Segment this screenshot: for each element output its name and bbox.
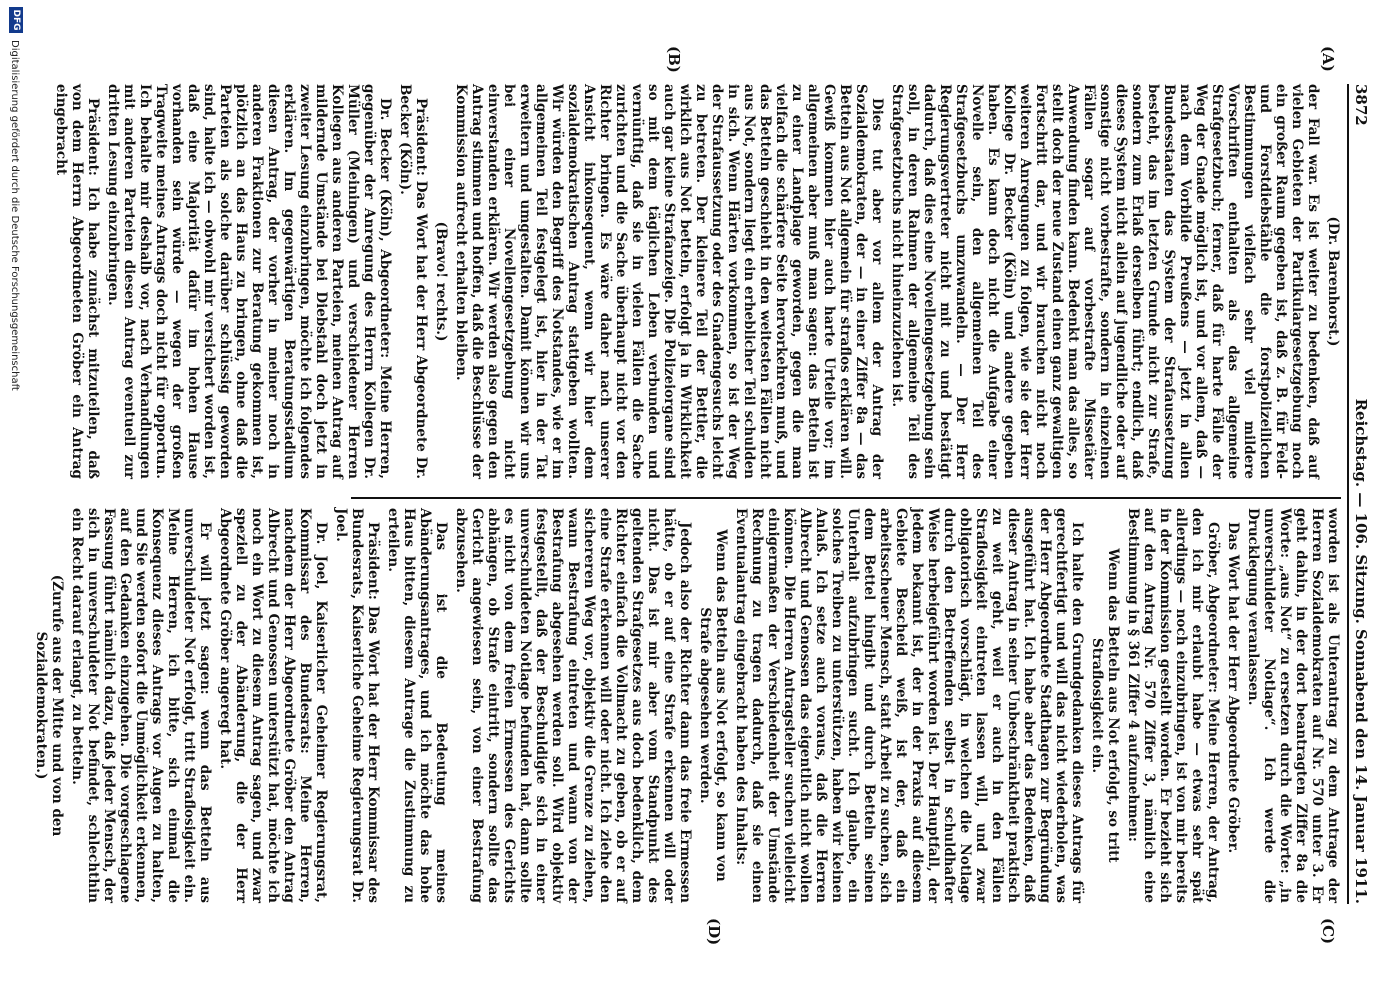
paragraph: Gröber, Abgeordneter: Meine Herren, der Antrag, den ich mir erlaubt habe — etwas sehr spät allerdings — noch einzubringen, ist von mir bereits in der Kommission gestellt worden. Er bezieht sich auf den Antrag Nr. 570 Ziffer 3, nämlich eine Bestimmung in § 361 Ziffer 4 aufzunehmen: (1125, 508, 1221, 903)
paragraph: Ich halte den Grundgedanken dieses Antrags für gerechtfertigt und will das nicht wiederholen, was der Herr Abgeordnete Stadthagen zur Begründung ausgeführt hat. Ich habe aber das Bedenken, daß dieser Antrag in seiner Unbeschränktheit praktisch zu weit geht, weil er auch in den Fällen Straflosigkeit eintreten lassen will, und zwar obligatorisch vorschlägt, in welchen die Notlage durch den Betreffenden selbst in schuldhafter Weise herbeigeführt worden ist. Der Hauptfall, der jedem bekannt ist, der in der Praxis auf diesem Gebiete Bescheid weiß, ist der, daß ein arbeitsscheuer Mensch, statt Arbeit zu suchen, sich dem Bettel hingibt und durch Betteln seinen Unterhalt aufzubringen sucht. Ich glaube, ein solches Treiben zu unterstützen, haben wir keinen Anlaß. Ich setze auch voraus, daß die Herren Albrecht und Genossen das eigentlich nicht wollen können. Die Herren Antragsteller suchen vielleicht einigermaßen der Verschiedenheit der Umstände Rechnung zu tragen dadurch, daß sie einen Eventualantrag eingebracht haben des Inhalts: (733, 508, 1085, 903)
interjection: (Zurufe aus der Mitte und von den Sozialdemokraten.) (33, 574, 65, 837)
quoted-provision: Wenn das Betteln aus Not erfolgt, so kann von Strafe abgesehen werden. (697, 529, 729, 882)
paragraph: Jedoch also der Richter dann das freie Ermessen hätte, ob er auf eine Strafe erkennen will oder nicht. Das ist mir aber vom Standpunkt des geltenden Strafgesetzes aus doch bedenklich, dem Richter einfach die Vollmacht zu geben, ob er auf eine Strafe erkennen will oder nicht. Ich ziehe den sichereren Weg vor, objektiv die Grenze zu ziehen, wann Bestrafung eintreten und wann von der Bestrafung abgesehen werden soll. Wird objektiv festgestellt, daß der Beschuldigte sich in einer unverschuldeten Notlage befunden hat, dann sollte es nicht von dem freien Ermessen des Gerichts abhängen, ob Strafe eintritt, sondern sollte das Gericht angewiesen sein, von einer Bestrafung abzusehen. (453, 508, 693, 903)
paragraph: Dr. Becker (Köln), Abgeordneter: Meine Herren, gegenüber der Anregung des Herrn Kollegen Dr. Müller (Meiningen) und verschiedener Herren Kollegen aus anderen Parteien, meinen Antrag auf mildernde Umstände bei Diebstahl doch jetzt in zweiter Lesung einzubringen, möchte ich folgendes erklären. Im gegenwärtigen Beratungsstadium diesen Antrag, der vorher in meiner noch in anderen Fraktionen zur Beratung gekommen ist, plötzlich an das Haus zu bringen, ohne daß die Parteien als solche darüber schlüssig geworden sind, halte ich — obwohl mir versichert worden ist, daß eine Majorität dafür im hohen Hause vorhanden sein würde — wegen der großen Tragweite meines Antrags doch nicht für opportun. Ich behalte mir deshalb vor, nach Verhandlungen mit anderen Parteien diesen Antrag eventuell zur dritten Lesung einzubringen. (105, 84, 393, 479)
paragraph: worden ist als Unterantrag zu dem Antrage der Herren Sozialdemokraten auf Nr. 570 unter 3. Er geht dahin, in der dort beantragten Ziffer 8a die Worte: „aus Not“ zu ersetzen durch die Worte: „in unverschuldeter Notlage“. Ich werde die Drucklegung veranlassen. (1245, 508, 1341, 903)
dfg-logo: DFG (9, 7, 23, 33)
paragraph: Das Wort hat der Herr Abgeordnete Gröber. (1225, 522, 1241, 854)
margin-mark-a: (A) (1319, 46, 1337, 72)
paragraph: Er will jetzt sagen: wenn das Betteln aus unverschuldeter Not erfolgt, tritt Straflosigkeit ein. Meine Herren, ich bitte, sich einmal die Konsequenz dieses Antrags vor Augen zu halten, und Sie werden sofort die Unmöglichkeit erkennen, auf den Gedanken einzugehen. Die vorgeschlagene Fassung führt nämlich dazu, daß jeder Mensch, der sich in unverschuldeter Not befindet, schlechthin ein Recht darauf erlangt, zu betteln. (69, 508, 213, 903)
page-number: 3872 (1352, 84, 1370, 126)
right-text-column (33, 508, 1341, 903)
margin-mark-c: (C) (1319, 918, 1337, 945)
page-header (1347, 84, 1375, 904)
paragraph: Präsident: Das Wort hat der Herr Abgeordnete Dr. Becker (Köln). (397, 84, 429, 479)
running-title: Reichstag. — 106. Sitzung. Sonnabend den 14. Januar 1911. (1352, 398, 1370, 904)
paragraph: der Fall war. Es ist weiter zu bedenken, daß auf vielen Gebieten der Partikulargesetzgebung noch ein großer Raum gegeben ist, daß z. B. für Feld- und Forstdiebstähle die forstpolizeilichen Bestimmungen vielfach sehr viel mildere Vorschriften enthalten als das allgemeine Strafgesetzbuch; ferner, daß für harte Fälle der Weg der Gnade möglich ist, und vor allem, daß — nach dem Vorbilde Preußens — jetzt in allen Bundesstaaten das System der Strafaussetzung besteht, das im letzten Grunde nicht zur Strafe, sondern zum Erlaß derselben führt; endlich, daß dieses System nicht allein auf jugendliche oder auf sonstige nicht vorbestrafte, sondern in einzelnen Fällen sogar auf vorbestrafte Missetäter Anwendung finden kann. Bedenkt man das alles, so stellt doch der neue Zustand einen ganz gewaltigen Fortschritt dar, und wir brauchen nicht noch weiteren Anregungen zu folgen, wie sie der Herr Kollege Dr. Becker (Köln) und andere gegeben haben. Es kann doch nicht die Aufgabe einer Novelle sein, den allgemeinen Teil des Strafgesetzbuchs umzuwandeln. — Der Herr Regierungsvertreter nicht mit zu und bestätigt dadurch, daß dies eine Novellengesetzgebung sein soll, in deren Rahmen der allgemeine Teil des Strafgesetzbuchs nicht hineinzuziehen ist. (889, 84, 1321, 479)
margin-mark-b: (B) (665, 46, 683, 73)
paragraph: Das ist die Bedeutung meines Abänderungsantrages, und ich möchte das hohe Haus bitten, diesem Antrage die Zustimmung zu erteilen. (385, 508, 449, 903)
column-divider (351, 497, 1341, 499)
funding-note: Digitalisierung gefördert durch die Deutsche Forschungsgemeinschaft (9, 40, 20, 391)
paragraph: Präsident: Das Wort hat der Herr Kommissar des Bundesrats, Kaiserliche Geheime Regierungsrat Dr. Joel. (333, 508, 381, 903)
speaker-note: (Dr. Barenhorst.) (1325, 216, 1341, 347)
paragraph: Dr. Joel, Kaiserlicher Geheimer Regierungsrat, Kommissar des Bundesrats: Meine Herren, nachdem der Herr Abgeordnete Gröber den Antrag Albrecht und Genossen unterstützt hat, möchte ich noch ein Wort zu diesem Antrag sagen, und zwar speziell zu der Abänderung, die der Herr Abgeordnete Gröber angeregt hat. (217, 508, 329, 903)
left-text-column (53, 84, 1341, 479)
interjection: (Bravo! rechts.) (433, 221, 449, 342)
paragraph: Präsident: Ich habe zunächst mitzuteilen, daß von dem Herrn Abgeordneten Gröber ein Antrag eingebracht (53, 84, 101, 479)
paragraph: Dies tut aber vor allem der Antrag der Sozialdemokraten, der — in einer Ziffer 8a — das Betteln aus Not allgemein für straflos erklären will. Gewiß kommen hier auch harte Urteile vor; im allgemeinen aber muß man sagen: das Betteln ist zu einer Landplage geworden, gegen die man vielfach die schärfere Seite hervorkehren muß, und das Betteln geschieht in den weitesten Fällen nicht aus Not, sondern liegt ein erheblicher Teil schulden in sich. Wenn Härten vorkommen, so ist der Weg der Strafaussetzung oder des Gnadengesuchs leicht zu betreten. Der kleinere Teil der Bettler, die wirklich aus Not betteln, erfolgt ja in Wirklichkeit auch gar keine Strafanzeige. Die Polizeiorgane sind so mit dem täglichen Leben verbunden und vernünftig, daß sie in vielen Fällen die Sache zurichten und die Sache überhaupt nicht vor den Richter bringen. Es wäre daher nach unserer Ansicht inkonsequent, wenn wir hier dem sozialdemokratischen Antrag stattgeben wollten. Wir würden den Begriff des Notstandes, wie er im allgemeinen Teil festgelegt ist, hier in der Tat erweitern und umgestalten. Damit können wir uns bei einer Novellengesetzgebung nicht einverstanden erklären. Wir werden also gegen den Antrag stimmen und hoffen, daß die Beschlüsse der Kommission aufrecht erhalten bleiben. (453, 84, 885, 479)
quoted-provision: Wenn das Betteln aus Not erfolgt, so tritt Straflosigkeit ein. (1089, 548, 1121, 863)
margin-mark-d: (D) (705, 918, 723, 946)
digitization-footer (1, 0, 27, 1000)
